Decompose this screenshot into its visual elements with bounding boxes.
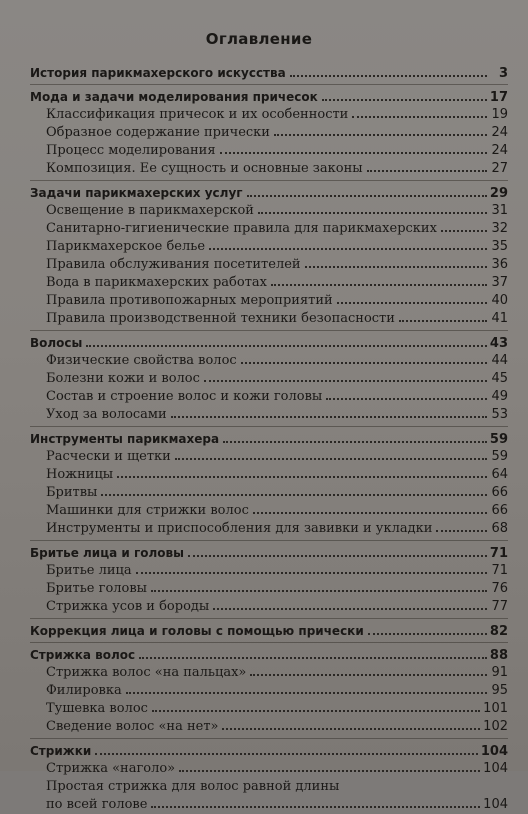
toc-subsection-entry[interactable] — [30, 256, 508, 274]
toc-page-number: 104 — [480, 744, 508, 759]
toc-subsection-entry[interactable] — [30, 142, 508, 160]
toc-subsection-entry[interactable] — [30, 388, 508, 406]
toc-entry-title: Тушевка волос — [46, 701, 148, 716]
toc-subsection-entry[interactable] — [30, 700, 508, 718]
dot-leader — [399, 320, 487, 322]
toc-entry-title: Стрижка усов и бороды — [46, 599, 210, 614]
dot-leader — [247, 195, 487, 197]
dot-leader — [222, 728, 480, 730]
toc-subsection-entry[interactable] — [30, 448, 508, 466]
toc-section-entry[interactable] — [30, 622, 508, 640]
toc-page-number: 29 — [489, 186, 508, 201]
toc-subsection-entry[interactable] — [30, 202, 508, 220]
dot-leader — [436, 530, 487, 532]
section-divider — [30, 330, 508, 331]
toc-page-number: 77 — [491, 599, 508, 614]
toc-subsection-entry[interactable] — [30, 466, 508, 484]
toc-entry-title: Мода и задачи моделирования причесок — [30, 90, 318, 104]
toc-entry-title: Волосы — [30, 336, 83, 350]
dot-leader — [204, 380, 487, 382]
toc-page-number: 95 — [491, 683, 508, 698]
section-divider — [30, 540, 508, 541]
toc-subsection-entry[interactable] — [30, 160, 508, 178]
dot-leader — [368, 633, 487, 635]
section-divider — [30, 618, 508, 619]
dot-leader — [188, 555, 487, 557]
section-divider — [30, 180, 508, 181]
toc-subsection-entry[interactable] — [30, 760, 508, 778]
toc-page-number: 71 — [491, 563, 508, 578]
toc-entry-title: Болезни кожи и волос — [46, 371, 200, 386]
dot-leader — [367, 170, 487, 172]
toc-entry-title: Ножницы — [46, 467, 114, 482]
toc-section-entry[interactable] — [30, 646, 508, 664]
toc-subsection-entry[interactable] — [30, 664, 508, 682]
dot-leader — [250, 674, 487, 676]
dot-leader — [305, 266, 487, 268]
toc-subsection-entry[interactable] — [30, 370, 508, 388]
dot-leader — [151, 590, 487, 592]
toc-subsection-entry[interactable] — [30, 598, 508, 616]
dot-leader — [213, 608, 487, 610]
toc-subsection-entry[interactable] — [30, 718, 508, 736]
toc-subsection-entry[interactable] — [30, 502, 508, 520]
toc-entry-title: Уход за волосами — [46, 407, 167, 422]
toc-entry-title: Классификация причесок и их особенности — [46, 107, 349, 122]
dot-leader — [101, 494, 487, 496]
toc-subsection-entry[interactable] — [30, 310, 508, 328]
dot-leader — [126, 692, 487, 694]
toc-page-number: 59 — [491, 449, 508, 464]
toc-entry-title: Задачи парикмахерских услуг — [30, 186, 243, 200]
toc-page-number: 37 — [491, 275, 508, 290]
toc-entry-title: Машинки для стрижки волос — [46, 503, 249, 518]
toc-subsection-entry[interactable] — [30, 220, 508, 238]
toc-page-number: 45 — [491, 371, 508, 386]
toc-subsection-entry[interactable] — [30, 484, 508, 502]
toc-subsection-entry[interactable] — [30, 406, 508, 424]
toc-entry-title: Состав и строение волос и кожи головы — [46, 389, 323, 404]
toc-page-number: 31 — [491, 203, 508, 218]
toc-section-entry[interactable] — [30, 184, 508, 202]
toc-page-number: 44 — [491, 353, 508, 368]
toc-page-number: 3 — [498, 66, 508, 81]
dot-leader — [326, 398, 487, 400]
toc-page-number: 66 — [491, 503, 508, 518]
toc-page-number: 35 — [491, 239, 508, 254]
toc-page-number: 40 — [491, 293, 508, 308]
toc-subsection-entry[interactable] — [30, 106, 508, 124]
toc-subsection-entry[interactable] — [30, 796, 508, 814]
dot-leader — [322, 99, 487, 101]
dot-leader — [171, 416, 487, 418]
dot-leader — [241, 362, 487, 364]
toc-page-number: 36 — [491, 257, 508, 272]
toc-page-number: 104 — [483, 761, 508, 776]
toc-page-number: 101 — [483, 701, 508, 716]
toc-page-number: 19 — [491, 107, 508, 122]
toc-subsection-entry[interactable] — [30, 274, 508, 292]
dot-leader — [117, 476, 487, 478]
table-of-contents — [30, 64, 508, 814]
toc-entry-title: Правила обслуживания посетителей — [46, 257, 301, 272]
toc-page-number: 53 — [491, 407, 508, 422]
toc-page-number: 43 — [489, 336, 508, 351]
toc-subsection-entry[interactable] — [30, 352, 508, 370]
toc-entry-title: Вода в парикмахерских работах — [46, 275, 267, 290]
dot-leader — [179, 770, 480, 772]
toc-page-number: 59 — [489, 432, 508, 447]
toc-entry-title: Стрижки — [30, 744, 92, 758]
toc-section-entry[interactable] — [30, 544, 508, 562]
toc-entry-title: Правила противопожарных мероприятий — [46, 293, 333, 308]
toc-entry-title: Парикмахерское белье — [46, 239, 206, 254]
toc-page-number: 91 — [491, 665, 508, 680]
dot-leader — [175, 458, 487, 460]
toc-subsection-entry[interactable] — [30, 682, 508, 700]
toc-section-entry[interactable] — [30, 88, 508, 106]
toc-page-number: 82 — [489, 624, 508, 639]
toc-subsection-entry[interactable] — [30, 562, 508, 580]
toc-entry-title: Стрижка волос — [30, 648, 136, 662]
section-divider — [30, 426, 508, 427]
toc-section-entry[interactable] — [30, 742, 508, 760]
toc-entry-title: Инструменты и приспособления для завивки и укладки — [46, 521, 433, 536]
toc-entry-title: Правила производственной техники безопасности — [46, 311, 395, 326]
toc-page-number: 88 — [489, 648, 508, 663]
toc-subsection-entry[interactable] — [30, 520, 508, 538]
toc-page-number: 49 — [491, 389, 508, 404]
toc-entry-title: Коррекция лица и головы с помощью прически — [30, 624, 364, 638]
toc-subsection-entry[interactable] — [30, 238, 508, 256]
toc-entry-title: Бритье головы — [46, 581, 148, 596]
toc-subsection-entry[interactable] — [30, 124, 508, 142]
toc-section-entry[interactable] — [30, 64, 508, 82]
toc-entry-title: Простая стрижка для волос равной длины — [46, 779, 340, 794]
toc-page-number: 76 — [491, 581, 508, 596]
toc-entry-title: Физические свойства волос — [46, 353, 237, 368]
toc-section-entry[interactable] — [30, 430, 508, 448]
dot-leader — [274, 134, 487, 136]
dot-leader — [151, 806, 480, 808]
toc-section-entry[interactable] — [30, 334, 508, 352]
toc-entry-title: Бритье лица — [46, 563, 132, 578]
toc-entry-title: Санитарно-гигиенические правила для парикмахерских — [46, 221, 437, 236]
dot-leader — [258, 212, 487, 214]
toc-entry-title: История парикмахерского искусства — [30, 66, 286, 80]
dot-leader — [253, 512, 487, 514]
dot-leader — [271, 284, 487, 286]
toc-page-number: 24 — [491, 143, 508, 158]
toc-subsection-entry[interactable] — [30, 292, 508, 310]
toc-entry-title: Процесс моделирования — [46, 143, 216, 158]
toc-page-number: 68 — [491, 521, 508, 536]
dot-leader — [152, 710, 480, 712]
section-divider — [30, 738, 508, 739]
dot-leader — [352, 116, 487, 118]
toc-subsection-entry[interactable] — [30, 580, 508, 598]
dot-leader — [290, 75, 487, 77]
dot-leader — [139, 657, 487, 659]
toc-page-number: 32 — [491, 221, 508, 236]
dot-leader — [220, 152, 487, 154]
toc-entry-title: Композиция. Ее сущность и основные законы — [46, 161, 363, 176]
toc-entry-title: Бритвы — [46, 485, 98, 500]
toc-entry-title: Стрижка «наголо» — [46, 761, 176, 776]
toc-entry-title: Расчески и щетки — [46, 449, 171, 464]
dot-leader — [209, 248, 487, 250]
toc-entry-title: Сведение волос «на нет» — [46, 719, 219, 734]
toc-page-number: 71 — [489, 546, 508, 561]
section-divider — [30, 84, 508, 85]
toc-page-number: 17 — [489, 90, 508, 105]
toc-page-number: 27 — [491, 161, 508, 176]
toc-subsection-entry[interactable] — [30, 778, 508, 796]
toc-page-number: 41 — [491, 311, 508, 326]
section-divider — [30, 642, 508, 643]
dot-leader — [136, 572, 487, 574]
page-title: Оглавление — [205, 30, 313, 48]
toc-page-number: 64 — [491, 467, 508, 482]
toc-entry-title: Инструменты парикмахера — [30, 432, 220, 446]
dot-leader — [95, 753, 478, 755]
toc-page-number: 104 — [483, 797, 508, 812]
toc-entry-title: Освещение в парикмахерской — [46, 203, 254, 218]
toc-entry-title: Стрижка волос «на пальцах» — [46, 665, 247, 680]
toc-entry-title: по всей голове — [46, 797, 148, 812]
toc-entry-title: Бритье лица и головы — [30, 546, 184, 560]
toc-page-number: 24 — [491, 125, 508, 140]
toc-entry-title: Образное содержание прически — [46, 125, 270, 140]
dot-leader — [223, 441, 487, 443]
dot-leader — [337, 302, 487, 304]
toc-page-number: 102 — [483, 719, 508, 734]
toc-entry-title: Филировка — [46, 683, 122, 698]
dot-leader — [441, 230, 487, 232]
dot-leader — [86, 345, 487, 347]
toc-page-number: 66 — [491, 485, 508, 500]
